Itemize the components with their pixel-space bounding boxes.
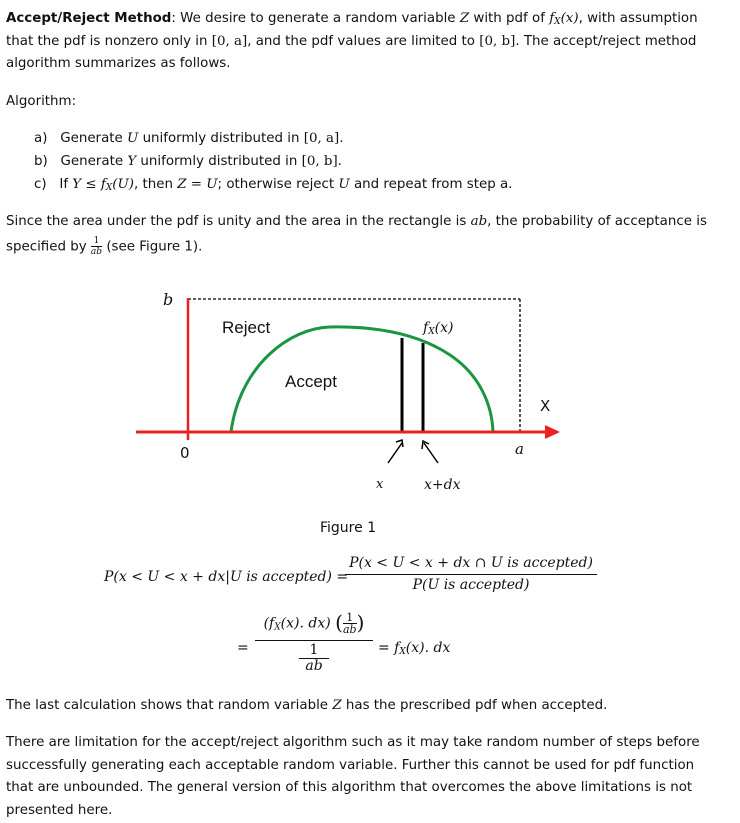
figure-1-diagram bbox=[0, 280, 740, 510]
reject-label: Reject bbox=[222, 318, 271, 337]
equation-line2-fraction: ($f_X(x)$. dx) ( $\frac{1}{ab}$ ) 1 ab bbox=[255, 612, 373, 674]
acceptance-fraction: $\frac{1}{ab}$ bbox=[90, 236, 103, 257]
a-label: a bbox=[515, 440, 524, 458]
equation-line2-result: = $f_X(x)$. dx bbox=[378, 640, 451, 657]
limitations-line-3: that are unbounded. The general version of this algorithm that overcomes the above limitations is not bbox=[6, 780, 693, 795]
x-label: x bbox=[376, 477, 384, 492]
algorithm-heading: Algorithm: bbox=[6, 94, 77, 109]
intro-line-3: algorithm summarizes as follows. bbox=[6, 56, 231, 71]
equation-rhs-fraction: P(x < U < x + dx ∩ U is accepted) P(U is accepted) bbox=[345, 553, 597, 595]
limitations-line-1: There are limitation for the accept/reject algorithm such as it may take random number of steps before bbox=[6, 735, 700, 750]
pdf-curve bbox=[231, 327, 493, 432]
x-arrow bbox=[388, 443, 402, 463]
b-axis-label: b bbox=[163, 290, 174, 309]
equation-lhs: P(x < U < x + dx|U is accepted) = bbox=[104, 569, 349, 585]
x-axis-label: X bbox=[540, 397, 551, 415]
xdx-label: x+dx bbox=[424, 477, 461, 493]
zero-label: 0 bbox=[180, 444, 190, 462]
conclusion-line: The last calculation shows that random variable Z has the prescribed pdf when accepted. bbox=[6, 698, 608, 713]
acceptance-line-2: specified by $\frac{1}{ab}$ (see Figure 1). bbox=[6, 236, 203, 257]
accept-label: Accept bbox=[285, 372, 337, 391]
curve-label: $f_X(x)$ bbox=[423, 320, 454, 337]
algorithm-step-a: a) Generate U uniformly distributed in [0, a]. bbox=[34, 131, 344, 146]
figure-caption: Figure 1 bbox=[320, 520, 377, 536]
algorithm-step-b: b) Generate Y uniformly distributed in [0, b]. bbox=[34, 154, 342, 169]
intro-line-1: Accept/Reject Method: We desire to generate a random variable Z with pdf of $f_X(x)$, with assumption bbox=[6, 11, 698, 27]
acceptance-line-1: Since the area under the pdf is unity and the area in the rectangle is ab, the probability of acceptance is bbox=[6, 214, 707, 229]
intro-line-2: that the pdf is nonzero only in [0, a], and the pdf values are limited to [0, b]. The accept/reject method bbox=[6, 34, 697, 49]
equation-eq2: = bbox=[237, 640, 249, 656]
x-axis-arrowhead bbox=[545, 425, 560, 439]
limitations-line-4: presented here. bbox=[6, 803, 113, 818]
method-title: Accept/Reject Method bbox=[6, 11, 172, 26]
xdx-arrow bbox=[424, 443, 438, 463]
algorithm-step-c: c) If $Y \le f_X(U)$, then Z = U; otherwise reject U and repeat from step a. bbox=[34, 177, 513, 193]
limitations-line-2: successfully generating each acceptable random variable. Further this cannot be used for pdf function bbox=[6, 758, 695, 773]
